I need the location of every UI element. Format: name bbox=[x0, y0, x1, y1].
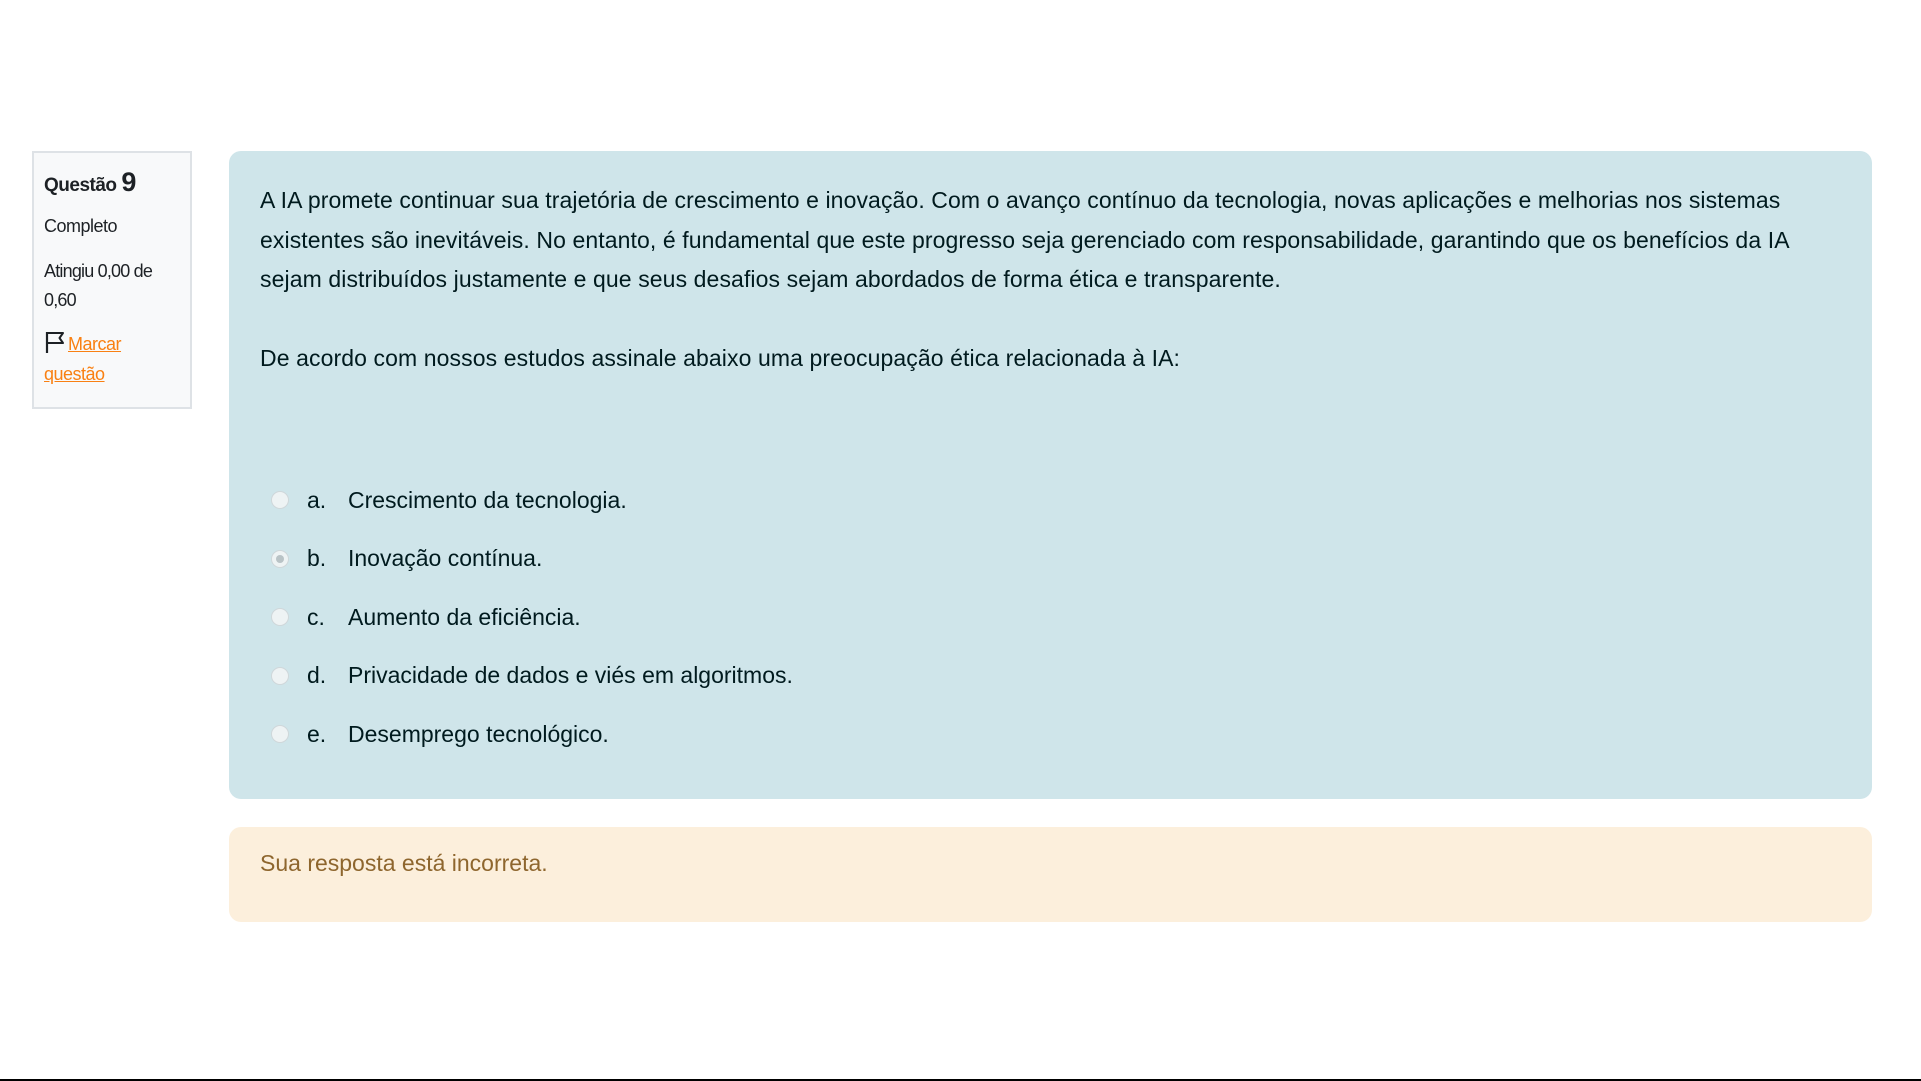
radio-button-d[interactable] bbox=[271, 667, 289, 685]
radio-button-b[interactable] bbox=[271, 550, 289, 568]
answer-letter: d. bbox=[307, 662, 327, 689]
answer-option-a[interactable] bbox=[271, 471, 793, 530]
flag-question-link[interactable]: Marcar questão bbox=[44, 334, 122, 384]
answer-letter: c. bbox=[307, 603, 325, 630]
question-paragraph-prompt: De acordo com nossos estudos assinale abaixo uma preocupação ética relacionada à IA: bbox=[260, 344, 1180, 371]
feedback-text: Sua resposta está incorreta. bbox=[260, 850, 548, 876]
answer-letter: b. bbox=[307, 545, 327, 572]
answer-letter: e. bbox=[307, 720, 327, 747]
radio-button-a[interactable] bbox=[271, 491, 289, 509]
radio-button-c[interactable] bbox=[271, 608, 289, 626]
question-title bbox=[44, 167, 180, 198]
answer-text: Desemprego tecnológico. bbox=[348, 720, 609, 747]
answer-text: Inovação contínua. bbox=[348, 545, 543, 572]
feedback-panel bbox=[229, 827, 1872, 922]
flag-icon[interactable] bbox=[44, 330, 66, 354]
question-grade: Atingiu 0,00 de 0,60 bbox=[44, 261, 153, 310]
answer-option-d[interactable] bbox=[271, 647, 793, 706]
flag-question-control[interactable] bbox=[44, 329, 180, 389]
question-paragraph-intro: A IA promete continuar sua trajetória de crescimento e inovação. Com o avanço contínuo da tecnologia, novas aplicações e melhorias nos sistemas existentes são inevitáveis. No entanto, é fundamental que este progresso seja gerenciado com responsabilidade, garantindo que os benefícios da IA sejam distribuídos justamente e que seus desafios sejam abordados de forma ética e transparente. bbox=[260, 187, 1789, 292]
question-number: 9 bbox=[121, 167, 136, 197]
answer-option-b[interactable] bbox=[271, 530, 793, 589]
answer-option-e[interactable] bbox=[271, 705, 793, 764]
answer-text: Aumento da eficiência. bbox=[348, 603, 581, 630]
question-state: Completo bbox=[44, 216, 118, 236]
answer-text: Privacidade de dados e viés em algoritmos. bbox=[348, 662, 793, 689]
question-content bbox=[229, 151, 1872, 799]
answer-text: Crescimento da tecnologia. bbox=[348, 486, 627, 513]
question-label: Questão bbox=[44, 175, 117, 196]
answer-option-c[interactable] bbox=[271, 588, 793, 647]
answer-letter: a. bbox=[307, 486, 327, 513]
question-text bbox=[260, 181, 1842, 378]
answer-options bbox=[271, 471, 793, 764]
question-info-box bbox=[32, 151, 192, 409]
radio-button-e[interactable] bbox=[271, 725, 289, 743]
